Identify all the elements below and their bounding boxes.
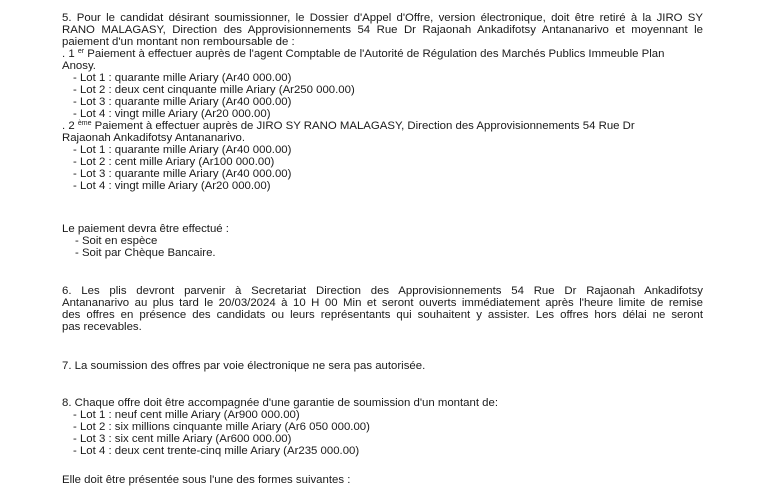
payment1-lot1: - Lot 1 : quarante mille Ariary (Ar40 000.00) [73,72,292,84]
section8-closing: Elle doit être présentée sous l'une des formes suivantes : [62,474,351,486]
payment1-prefix: . 1 [62,48,75,60]
payment1-heading [62,49,664,61]
payment1-sup: er [77,48,85,55]
guarantee-lot3: - Lot 3 : six cent mille Ariary (Ar600 000.00) [73,433,292,445]
payment-label: Le paiement devra être effectué : [62,223,229,235]
payment1-text-a: Paiement à effectuer auprès de l'agent Comptable de l'Autorité de Régulation des Marchés Publics Immeuble Plan [84,48,665,60]
section7-line1: 7. La soumission des offres par voie électronique ne sera pas autorisée. [62,360,426,372]
section6-line2: Antananarivo au plus tard le 20/03/2024 à 10 H 00 Min et seront ouverts immédiatement après l'heure limite de remise [62,297,703,309]
payment2-lot3: - Lot 3 : quarante mille Ariary (Ar40 000.00) [73,168,292,180]
guarantee-lot2: - Lot 2 : six millions cinquante mille Ariary (Ar6 050 000.00) [73,421,370,433]
guarantee-lot1: - Lot 1 : neuf cent mille Ariary (Ar900 000.00) [73,409,300,421]
payment2-lot1: - Lot 1 : quarante mille Ariary (Ar40 000.00) [73,144,292,156]
section5-line2: RANO MALAGASY, Direction des Approvisionnements 54 Rue Dr Rajaonah Ankadifotsy Antananarivo et moyennant le [62,24,703,36]
section8-line1: 8. Chaque offre doit être accompagnée d'une garantie de soumission d'un montant de: [62,397,499,409]
payment2-prefix: . 2 [62,120,75,132]
section6-line4: pas recevables. [62,321,142,333]
payment2-text-b: Rajaonah Ankadifotsy Antananarivo. [62,132,246,144]
section5-line3: paiement d'un montant non remboursable de : [62,36,295,48]
payment2-text-a: Paiement à effectuer auprès de JIRO SY RANO MALAGASY, Direction des Approvisionnements 54 Rue Dr [91,120,635,132]
payment-mode-cheque: - Soit par Chèque Bancaire. [75,247,216,259]
payment1-lot3: - Lot 3 : quarante mille Ariary (Ar40 000.00) [73,96,292,108]
guarantee-lot4: - Lot 4 : deux cent trente-cinq mille Ariary (Ar235 000.00) [73,445,360,457]
payment1-lot4: - Lot 4 : vingt mille Ariary (Ar20 000.00) [73,108,271,120]
section6-line1: 6. Les plis devront parvenir à Secretariat Direction des Approvisionnements 54 Rue Dr Rajaonah Ankadifotsy [62,285,703,297]
payment2-lot4: - Lot 4 : vingt mille Ariary (Ar20 000.00) [73,180,271,192]
payment2-heading [62,121,635,133]
payment1-text-b: Anosy. [62,60,96,72]
payment1-lot2: - Lot 2 : deux cent cinquante mille Ariary (Ar250 000.00) [73,84,355,96]
section6-line3: des offres en présence des candidats ou leurs représentants qui souhaitent y assister. Les offres hors délai ne seront [62,309,703,321]
section5-line1: 5. Pour le candidat désirant soumissionner, le Dossier d'Appel d'Offre, version électronique, doit être retiré à la JIRO SY [62,12,703,24]
payment2-sup: ème [77,120,92,127]
payment2-lot2: - Lot 2 : cent mille Ariary (Ar100 000.00) [73,156,275,168]
payment-mode-cash: - Soit en espèce [75,235,158,247]
